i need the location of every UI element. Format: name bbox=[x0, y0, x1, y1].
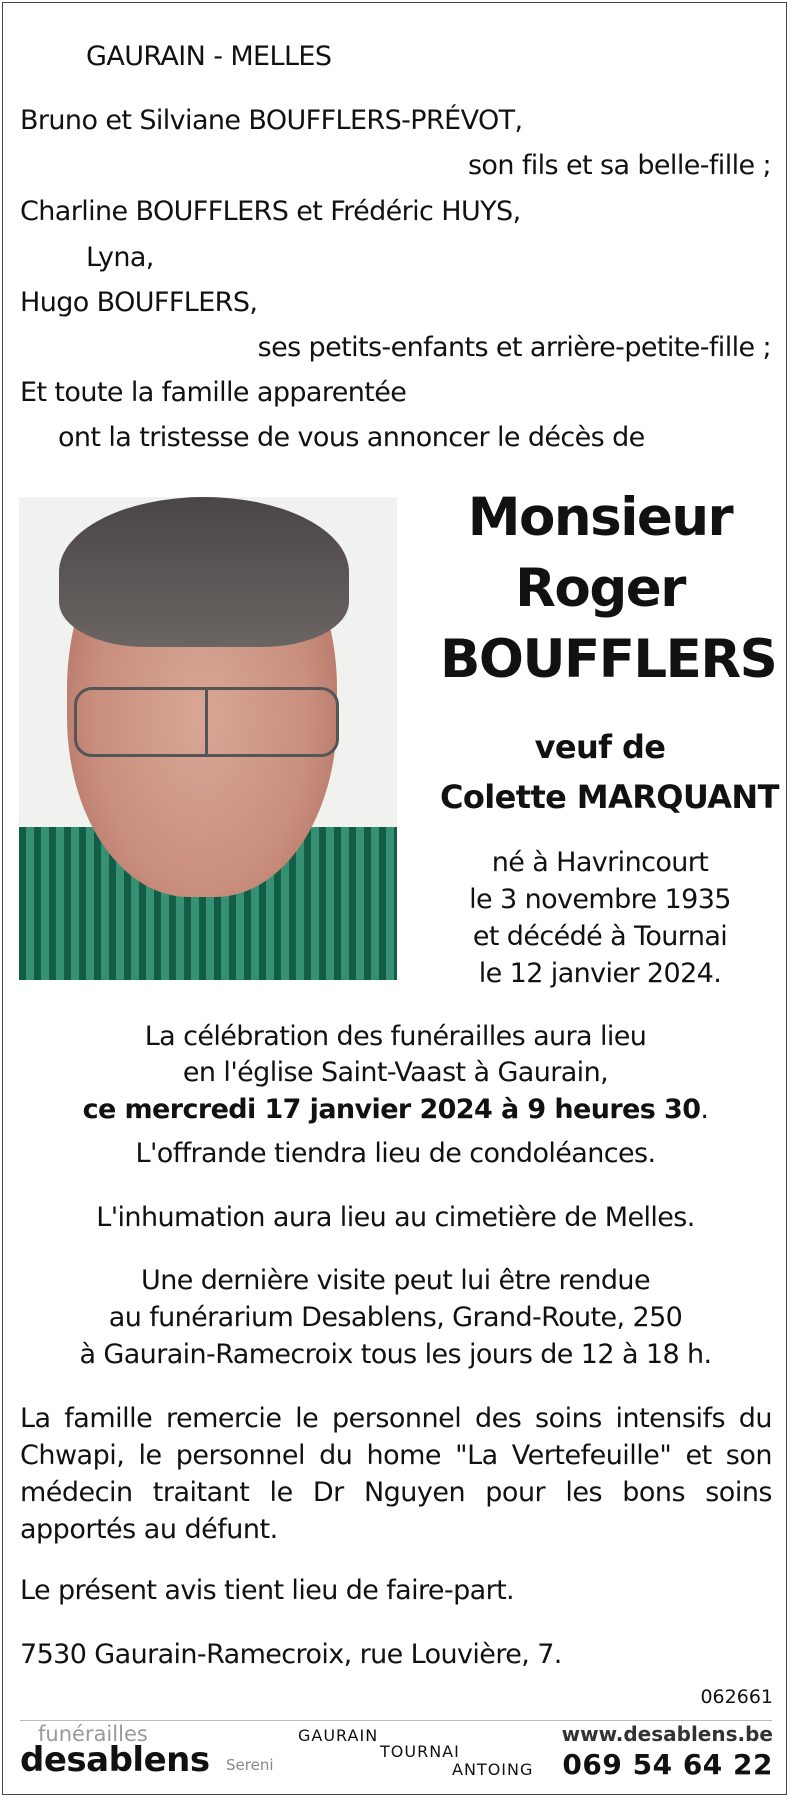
deceased-title: Monsieur bbox=[467, 487, 733, 548]
family-line-4: Lyna, bbox=[86, 242, 154, 273]
website-link[interactable]: www.desablens.be bbox=[561, 1722, 773, 1746]
header-place: GAURAIN - MELLES bbox=[86, 41, 332, 72]
deceased-first-name: Roger bbox=[515, 558, 685, 619]
born-place: né à Havrincourt bbox=[491, 847, 709, 878]
family-line-6: ses petits-enfants et arrière-petite-fille ; bbox=[257, 332, 771, 363]
died-date: le 12 janvier 2024. bbox=[478, 958, 722, 989]
glasses-shape bbox=[74, 687, 339, 757]
family-line-3: Charline BOUFFLERS et Frédéric HUYS, bbox=[20, 196, 521, 227]
location-gaurain: GAURAIN bbox=[298, 1726, 379, 1745]
ceremony-line-1: La célébration des funérailles aura lieu bbox=[144, 1021, 647, 1052]
location-antoing: ANTOING bbox=[452, 1760, 534, 1779]
location-tournai: TOURNAI bbox=[380, 1742, 460, 1761]
phone-number[interactable]: 069 54 64 22 bbox=[562, 1748, 773, 1781]
ceremony-line-2: en l'église Saint-Vaast à Gaurain, bbox=[182, 1057, 609, 1088]
address-line: 7530 Gaurain-Ramecroix, rue Louvière, 7. bbox=[20, 1639, 562, 1670]
notice-line: Le présent avis tient lieu de faire-part. bbox=[20, 1575, 515, 1606]
died-place: et décédé à Tournai bbox=[472, 921, 728, 952]
burial-line: L'inhumation aura lieu au cimetière de Melles. bbox=[96, 1202, 695, 1233]
offering-line: L'offrande tiendra lieu de condoléances. bbox=[135, 1138, 656, 1169]
brand-logo: desablens bbox=[20, 1740, 210, 1780]
footer-divider bbox=[20, 1720, 772, 1721]
visit-line-1: Une dernière visite peut lui être rendue bbox=[141, 1265, 650, 1296]
family-line-5: Hugo BOUFFLERS, bbox=[20, 287, 258, 318]
reference-number: 062661 bbox=[700, 1686, 773, 1708]
family-line-1: Bruno et Silviane BOUFFLERS-PRÉVOT, bbox=[20, 105, 523, 136]
spouse-name: Colette MARQUANT bbox=[440, 778, 779, 816]
ceremony-line-3-end: . bbox=[700, 1094, 709, 1125]
ceremony-datetime: ce mercredi 17 janvier 2024 à 9 heures 30 bbox=[82, 1094, 701, 1125]
brand-top: funérailles bbox=[38, 1722, 148, 1746]
family-line-2: son fils et sa belle-fille ; bbox=[467, 150, 771, 181]
brand-sub: Sereni bbox=[226, 1756, 274, 1774]
family-line-7: Et toute la famille apparentée bbox=[20, 377, 407, 408]
ceremony-line-3 bbox=[0, 1093, 791, 1127]
born-date: le 3 novembre 1935 bbox=[469, 884, 731, 915]
family-line-8: ont la tristesse de vous annoncer le décès de bbox=[58, 422, 645, 453]
deceased-portrait bbox=[19, 497, 397, 980]
visit-line-2: au funérarium Desablens, Grand-Route, 250 bbox=[108, 1302, 683, 1333]
widower-label: veuf de bbox=[534, 728, 666, 766]
visit-line-3: à Gaurain-Ramecroix tous les jours de 12 à 18 h. bbox=[79, 1339, 712, 1370]
deceased-last-name: BOUFFLERS bbox=[440, 629, 777, 690]
thanks-paragraph: La famille remercie le personnel des soins intensifs du Chwapi, le personnel du home "La Vertefeuille" et son médecin traitant le Dr Nguyen pour les bons soins apportés au défunt. bbox=[20, 1403, 772, 1545]
